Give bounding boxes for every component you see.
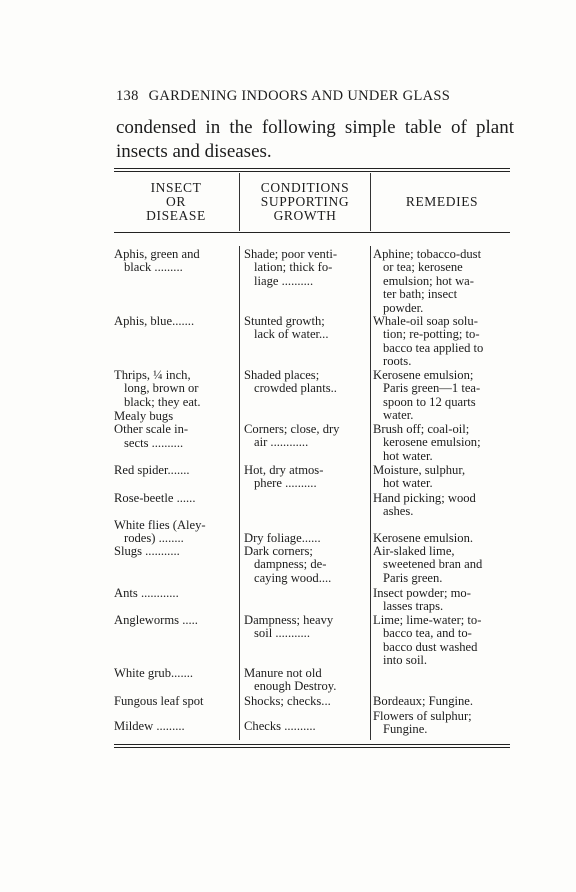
cell-line: Lime; lime-water; to- [373,613,482,627]
cell-line: Paris green. [383,570,443,585]
table-row-insect [114,614,238,627]
cell-line: Rose-beetle ...... [114,491,196,505]
table-row-remedies [373,545,513,585]
cell-line: air ............ [254,435,309,450]
table-top-rule-2 [114,171,510,172]
cell-line: Corners; close, dry [244,422,340,436]
table-row-insect [114,369,238,409]
cell-line: Dry foliage...... [244,531,321,545]
cell-line: sweetened bran and [383,557,483,572]
cell-line: White flies (Aley- [114,518,206,532]
cell-line: powder. [383,300,424,315]
cell-line: Dampness; heavy [244,613,334,627]
table-row-insect [114,315,238,328]
cell-line: enough Destroy. [254,679,337,694]
cell-line: hot water. [383,476,433,491]
table-row-conditions [244,614,368,641]
table-row-insect [114,519,238,546]
cell-line: Fungous leaf spot [114,694,204,708]
cell-line: sects .......... [124,435,184,450]
table-row-remedies [373,369,513,423]
column-separator-2 [370,246,371,740]
cell-line: Mildew ......... [114,719,185,733]
cell-line: CONDITIONS [260,180,350,195]
cell-line: Hot, dry atmos- [244,463,324,477]
cell-line: liage .......... [254,273,314,288]
cell-line: bacco dust washed [383,639,478,654]
table-row-remedies [373,710,513,737]
table-row-insect [114,248,238,275]
cell-line: INSECT [150,180,202,195]
table-row-remedies [373,695,513,708]
table-bottom-rule-2 [114,747,510,748]
cell-line: roots. [383,354,412,369]
cell-line: Aphine; tobacco-dust [373,247,482,261]
intro-paragraph: condensed in the following simple table of plant insects and diseases. [116,117,514,162]
cell-line: kerosene emulsion; [383,435,481,450]
cell-line: Stunted growth; [244,314,325,328]
cell-line: ter bath; insect [383,287,458,302]
table-top-rule [114,168,510,169]
cell-line: crowded plants.. [254,381,337,396]
table-row-insect [114,695,238,708]
cell-line: emulsion; hot wa- [383,273,474,288]
cell-line: Slugs ........... [114,544,180,558]
table-row-remedies [373,248,513,315]
cell-line: Kerosene emulsion. [373,531,474,545]
cell-line: Moisture, sulphur, [373,463,466,477]
cell-line: black; they eat. [124,394,201,409]
cell-line: bacco tea applied to [383,340,484,355]
cell-line: Aphis, green and [114,247,200,261]
cell-line: Other scale in- [114,422,189,437]
cell-line: lack of water... [254,327,329,342]
table-row-conditions [244,545,368,585]
cell-line: Dark corners; [244,544,313,558]
cell-line: lation; thick fo- [254,260,333,275]
cell-line: SUPPORTING [260,194,350,209]
table-row-conditions [244,720,368,733]
cell-line: ashes. [383,504,414,519]
cell-line: spoon to 12 quarts [383,394,476,409]
cell-line: long, brown or [124,381,199,396]
table-row-insect [114,587,238,600]
table-row-conditions [244,695,368,708]
cell-line: Brush off; coal-oil; [373,422,470,436]
cell-line: DISEASE [146,208,206,223]
table-row-remedies [373,423,513,463]
cell-line: White grub....... [114,666,194,680]
cell-line: Thrips, ¼ inch, [114,368,191,382]
cell-line: Shaded places; [244,368,320,382]
table-row-insect [114,492,238,505]
cell-line: Ants ............ [114,586,179,600]
table-row-insect [114,720,238,733]
cell-line: Mealy bugs [114,409,174,423]
cell-line: hot water. [383,448,433,463]
cell-line: Kerosene emulsion; [373,368,474,382]
cell-line: bacco tea, and to- [383,626,472,641]
cell-line: water. [383,408,414,423]
cell-line: Shocks; checks... [244,694,331,708]
table-row-insect [114,667,238,680]
header-remedies [372,195,512,209]
cell-line: tion; re-potting; to- [383,327,480,342]
cell-line: Air-slaked lime, [373,544,455,558]
header-separator-2 [370,173,371,231]
table-row-remedies [373,614,513,668]
table-row-remedies [373,464,513,491]
table-row-conditions [244,248,368,288]
table-row-conditions [244,667,368,694]
cell-line: rodes) ........ [124,531,184,546]
running-head [116,88,496,105]
cell-line: Angleworms ..... [114,613,198,627]
header-conditions [242,181,368,223]
cell-line: Red spider....... [114,463,190,477]
cell-line: Aphis, blue....... [114,314,195,328]
running-title: GARDENING INDOORS AND UNDER GLASS [148,88,451,104]
cell-line: Flowers of sulphur; [373,709,472,723]
table-row-conditions [244,423,368,450]
table-row-remedies [373,492,513,519]
cell-line: dampness; de- [254,557,327,572]
cell-line: into soil. [383,653,428,668]
header-insect [114,181,238,223]
cell-line: Paris green—1 tea- [383,381,481,396]
cell-line: soil ........... [254,626,310,641]
table-row-insect [114,464,238,477]
cell-line: Fungine. [383,722,428,737]
header-rule [114,232,510,233]
table-row-insect [114,545,238,558]
cell-line: Shade; poor venti- [244,247,338,261]
cell-line: GROWTH [273,208,337,223]
cell-line: OR [166,194,186,209]
cell-line: or tea; kerosene [383,260,463,275]
table-row-insect [114,410,238,450]
header-separator-1 [239,173,240,231]
cell-line: Bordeaux; Fungine. [373,694,474,708]
cell-line: Manure not old [244,666,322,680]
cell-line: caying wood.... [254,570,332,585]
cell-line: Checks .......... [244,719,316,733]
page-number: 138 [116,88,139,104]
cell-line: Insect powder; mo- [373,586,471,600]
table-bottom-rule [114,744,510,745]
cell-line: phere .......... [254,476,317,491]
cell-line: REMEDIES [405,194,479,209]
table-row-conditions [244,464,368,491]
cell-line: Whale-oil soap solu- [373,314,478,328]
column-separator-1 [239,246,240,740]
cell-line: Hand picking; wood [373,491,476,505]
cell-line: lasses traps. [383,599,444,614]
table-row-remedies [373,315,513,369]
table-row-conditions [244,315,368,342]
cell-line: black ......... [124,260,183,275]
table-row-conditions [244,369,368,396]
table-row-remedies [373,587,513,614]
